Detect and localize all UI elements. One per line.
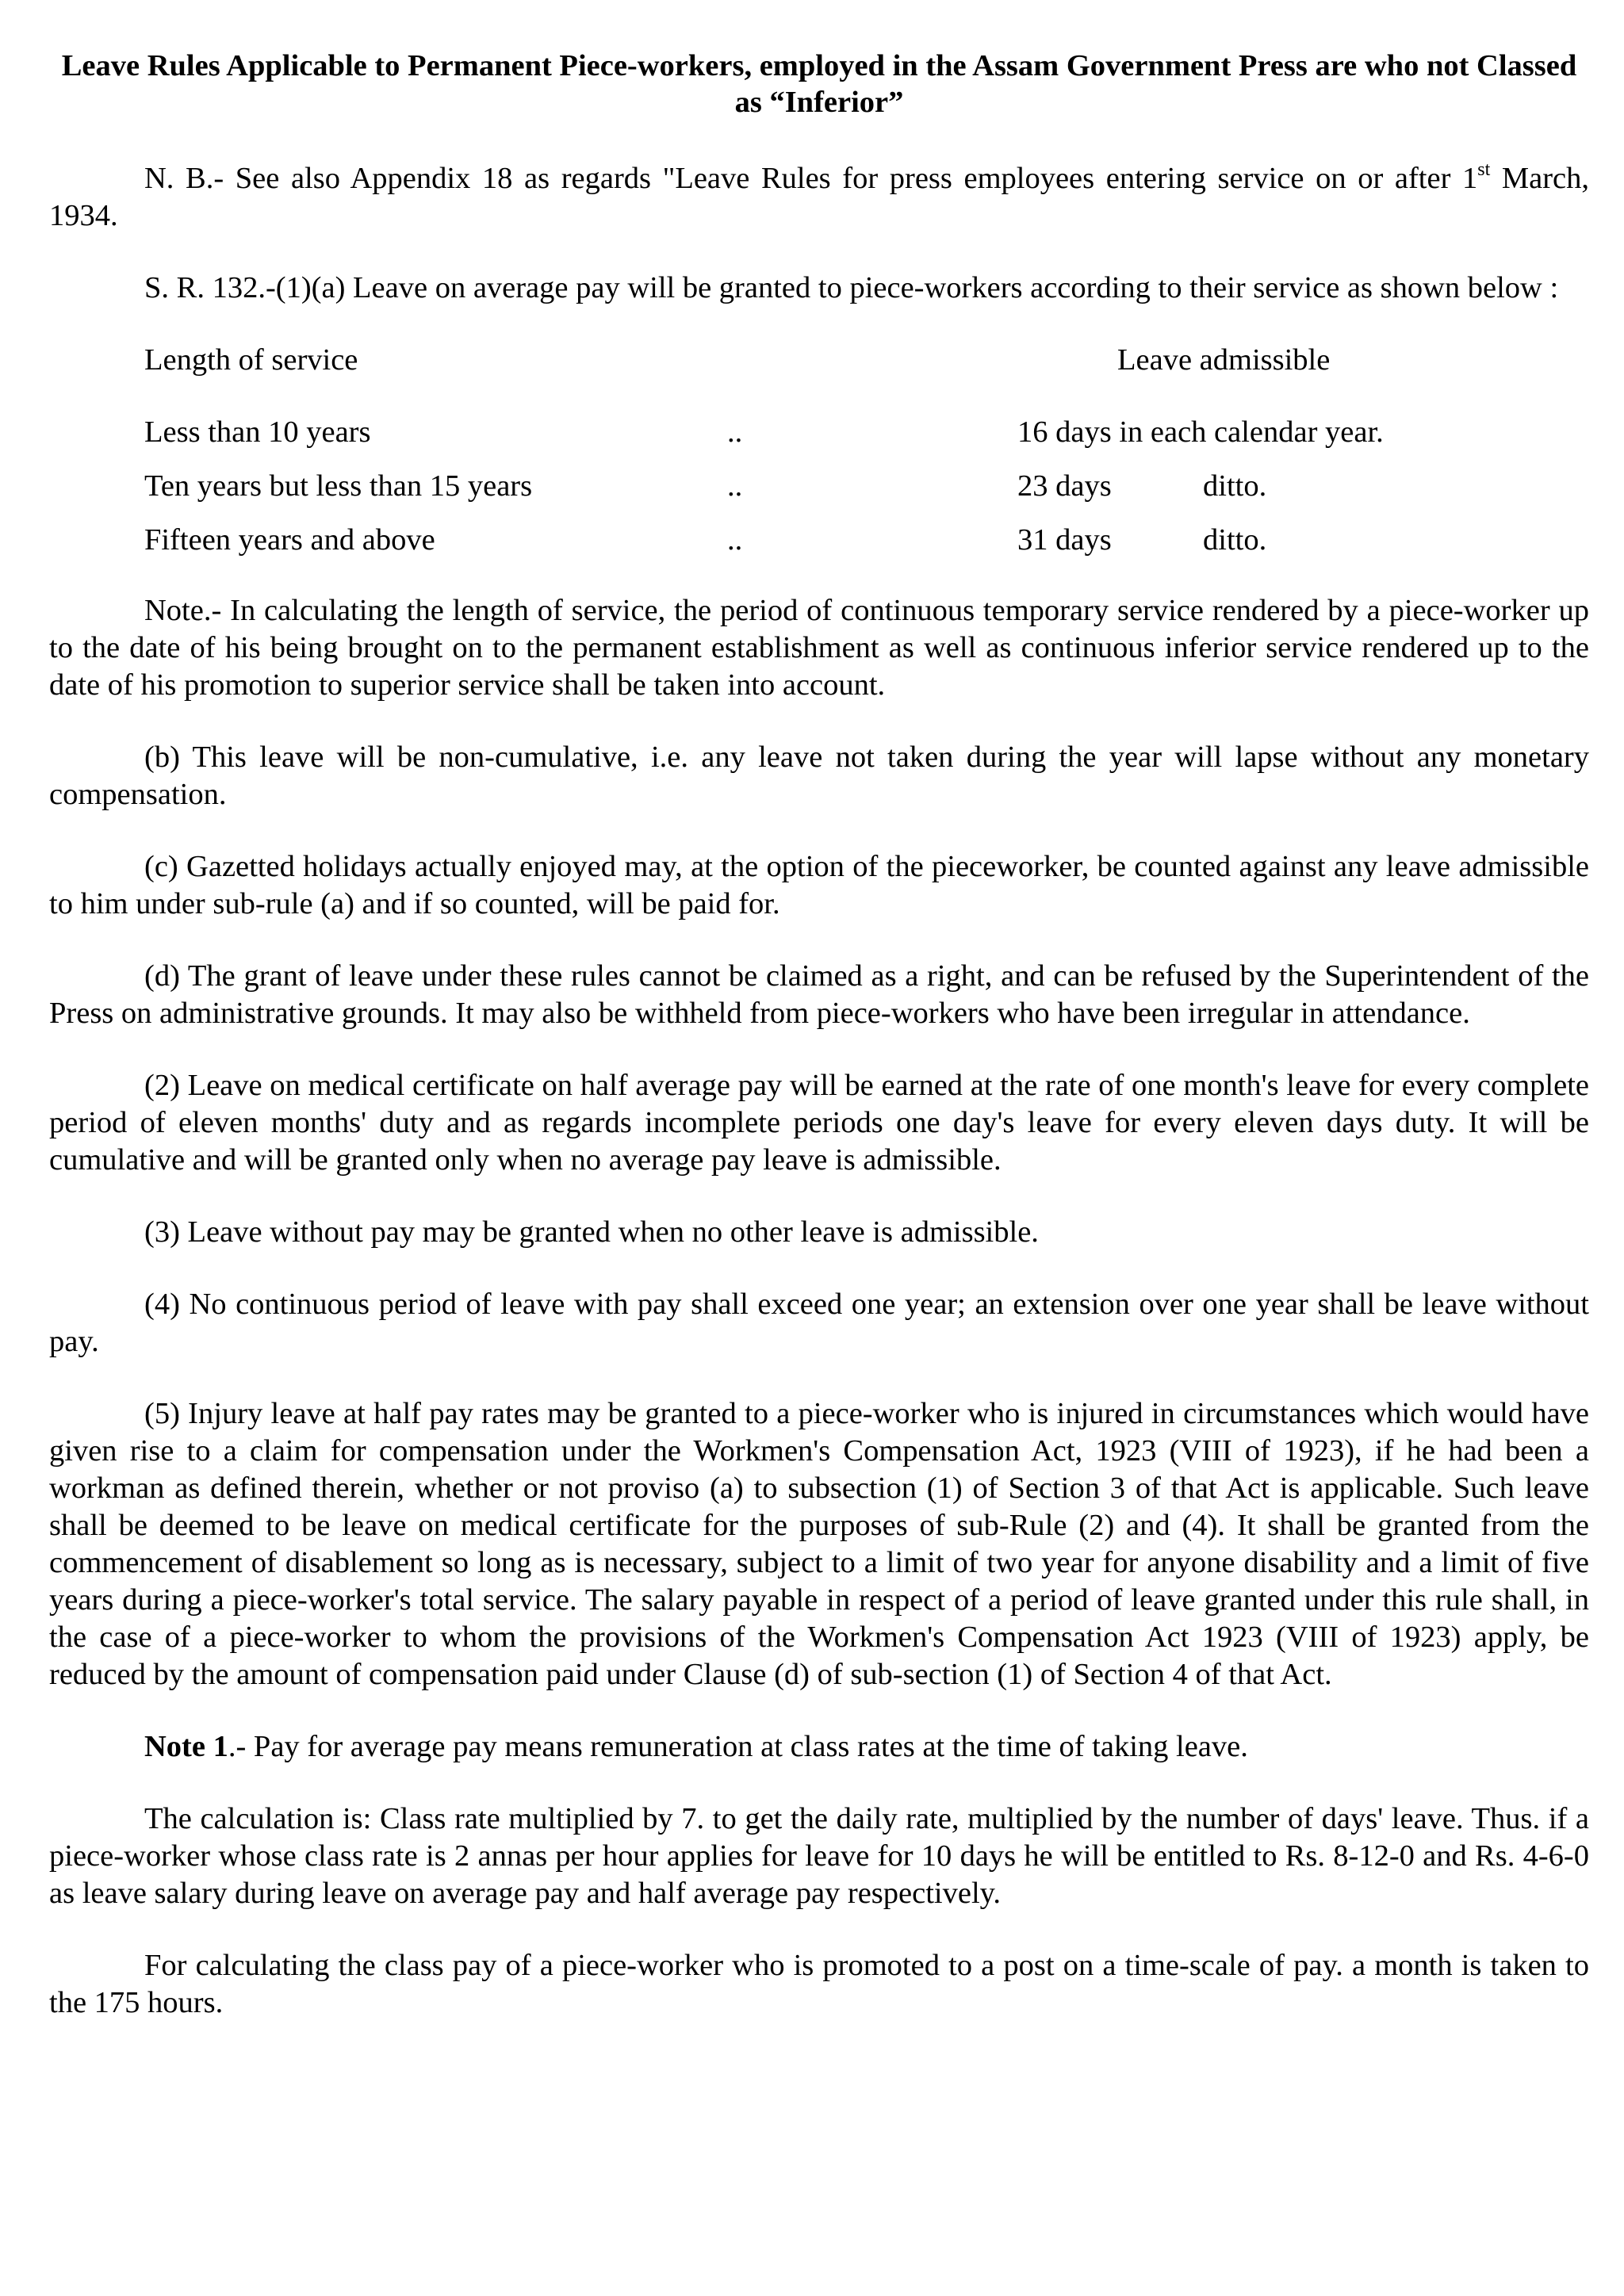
row-ditto: ditto. bbox=[1203, 469, 1267, 503]
note-length-of-service: Note.- In calculating the length of service, the period of continuous temporary service rendered by a piece-worker up to the date of his being brought on to the permanent establishment as well as continuous inferior service rendered up to the date of his promotion to superior service shall be taken into account. bbox=[49, 594, 1589, 702]
row-dots: .. bbox=[727, 469, 743, 503]
header-length-of-service: Length of service bbox=[144, 343, 358, 377]
paragraph-b: (b) This leave will be non-cumulative, i.e. any leave not taken during the year will lapse without any monetary compensation. bbox=[49, 740, 1589, 811]
table-row bbox=[49, 414, 1589, 451]
header-leave-admissible: Leave admissible bbox=[1117, 343, 1331, 377]
nb-text-end: March, 1934. bbox=[49, 162, 1589, 232]
row-service: Fifteen years and above bbox=[144, 523, 435, 557]
paragraph-c: (c) Gazetted holidays actually enjoyed may, at the option of the pieceworker, be counted against any leave admissible to him under sub-rule (a) and if so counted, will be paid for. bbox=[49, 850, 1589, 920]
row-ditto: ditto. bbox=[1203, 523, 1267, 557]
paragraph-3: (3) Leave without pay may be granted when no other leave is admissible. bbox=[144, 1215, 1039, 1249]
nb-text: N. B.- See also Appendix 18 as regards "Leave Rules for press employees entering service on or after 1 bbox=[144, 162, 1478, 195]
row-days: 16 days in each calendar year. bbox=[1017, 415, 1384, 449]
document-page bbox=[49, 48, 1589, 2057]
paragraph-d: (d) The grant of leave under these rules cannot be claimed as a right, and can be refused by the Superintendent of the Press on administrative grounds. It may also be withheld from piece-workers who have been irregular in attendance. bbox=[49, 959, 1589, 1030]
paragraph-4: (4) No continuous period of leave with pay shall exceed one year; an extension over one year shall be leave without pay. bbox=[49, 1288, 1589, 1358]
sr132-intro-paragraph: S. R. 132.-(1)(a) Leave on average pay will be granted to piece-workers according to their service as shown below : bbox=[144, 271, 1559, 304]
note-1-label: Note 1 bbox=[144, 1730, 228, 1763]
row-service: Ten years but less than 15 years bbox=[144, 469, 533, 503]
leave-table bbox=[49, 414, 1589, 559]
row-days: 31 days bbox=[1017, 523, 1112, 557]
row-dots: .. bbox=[727, 415, 743, 449]
row-service: Less than 10 years bbox=[144, 415, 371, 449]
class-pay-paragraph: For calculating the class pay of a piece-worker who is promoted to a post on a time-scale of pay. a month is taken to the 175 hours. bbox=[49, 1949, 1589, 2019]
row-days: 23 days bbox=[1017, 469, 1112, 503]
nb-superscript: st bbox=[1477, 159, 1491, 180]
calculation-paragraph: The calculation is: Class rate multiplied by 7. to get the daily rate, multiplied by the number of days' leave. Thus. if a piece-worker whose class rate is 2 annas per hour applies for leave for 10 days he will be entitled to Rs. 8-12-0 and Rs. 4-6-0 as leave salary during leave on average pay and half average pay respectively. bbox=[49, 1802, 1589, 1910]
paragraph-5: (5) Injury leave at half pay rates may be granted to a piece-worker who is injured in circumstances which would have given rise to a claim for compensation under the Workmen's Compensation Act, 1923 (VIII of 1923), if he had been a workman as defined therein, whether or not proviso (a) to subsection (1) of Section 3 of that Act is applicable. Such leave shall be deemed to be leave on medical certificate for the purposes of sub-Rule (2) and (4). It shall be granted from the commencement of disablement so long as is necessary, subject to a limit of two year for anyone disability and a limit of five years during a piece-worker's total service. The salary payable in respect of a period of leave granted under this rule shall, in the case of a piece-worker to whom the provisions of the Workmen's Compensation Act 1923 (VIII of 1923) apply, be reduced by the amount of compensation paid under Clause (d) of sub-section (1) of Section 4 of that Act. bbox=[49, 1397, 1589, 1691]
table-row bbox=[49, 468, 1589, 505]
note-1-text: .- Pay for average pay means remuneration at class rates at the time of taking leave. bbox=[228, 1730, 1248, 1763]
row-dots: .. bbox=[727, 523, 743, 557]
note-1-paragraph bbox=[49, 1728, 1589, 1766]
paragraph-2: (2) Leave on medical certificate on half average pay will be earned at the rate of one month's leave for every complete period of eleven months' duty and as regards incomplete periods one day's leave for every eleven days duty. It will be cumulative and will be granted only when no average pay leave is admissible. bbox=[49, 1069, 1589, 1177]
leave-table-header bbox=[49, 342, 1589, 379]
document-title: Leave Rules Applicable to Permanent Piece-workers, employed in the Assam Government Press are who not Classed as “Inferior” bbox=[61, 49, 1577, 119]
table-row bbox=[49, 522, 1589, 559]
nb-paragraph bbox=[49, 160, 1589, 235]
